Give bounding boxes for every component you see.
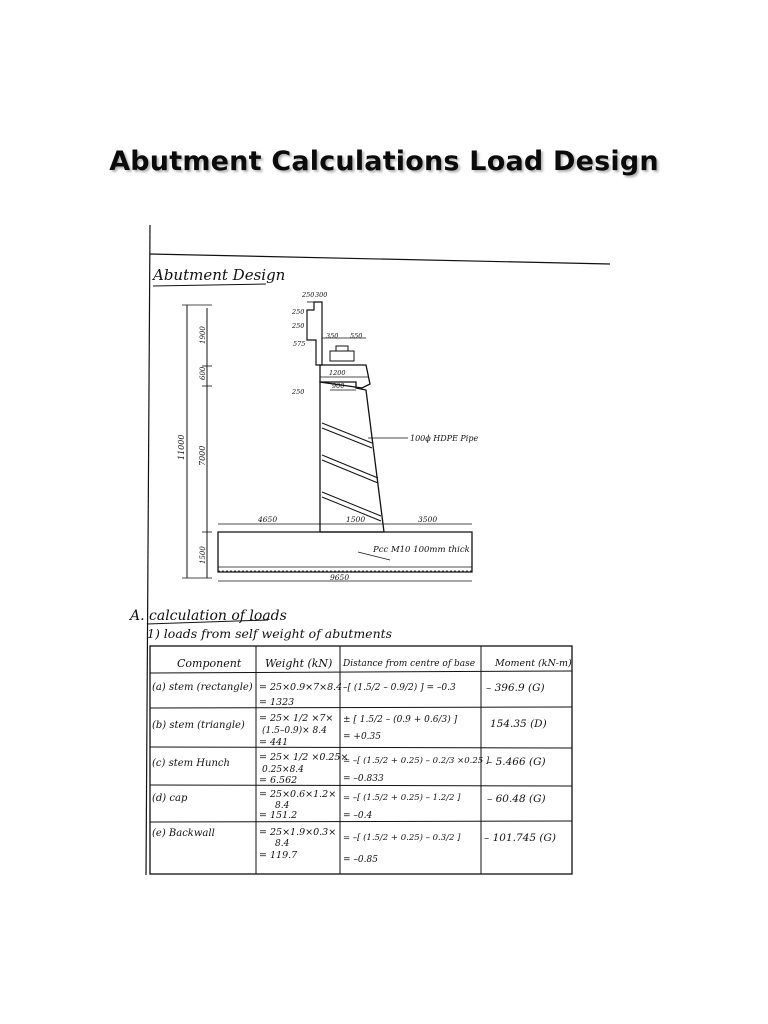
table-header-moment: Moment (kN-m) (495, 658, 572, 669)
abutment-drawing (177, 291, 478, 582)
table-row-e-distance-1: = –[ (1.5/2 + 0.25) – 0.3/2 ] (343, 833, 461, 843)
table-row-a-component: (a) stem (rectangle) (152, 682, 253, 693)
table-row-e-weight-3: = 119.7 (259, 850, 298, 861)
dim-250-top: 250 (302, 291, 315, 299)
table-row-a-weight-2: = 1323 (259, 697, 295, 708)
sub-heading-1: 1) loads from self weight of abutments (147, 626, 393, 641)
backwall (307, 302, 322, 365)
table-row-c-component: (c) stem Hunch (152, 758, 230, 769)
table-row-b-component: (b) stem (triangle) (152, 720, 245, 731)
dim-600: 600 (199, 366, 207, 380)
bearing (330, 351, 354, 361)
dim-300-top: 300 (315, 291, 328, 299)
page-title: Abutment Calculations Load Design (109, 146, 659, 177)
table-header-component: Component (177, 657, 242, 670)
table-row-d-moment: – 60.48 (G) (487, 793, 546, 805)
table-row-b-distance-2: = +0.35 (343, 732, 381, 742)
note-pcc: Pcc M10 100mm thick (373, 545, 470, 555)
table-header-weight: Weight (kN) (265, 657, 333, 670)
dim-575: 575 (293, 340, 306, 348)
dim-1900: 1900 (199, 326, 207, 344)
dim-250-v2: 250 (292, 322, 305, 330)
dim-9650: 9650 (330, 573, 350, 582)
heading-underline (153, 284, 266, 286)
table-row-a-moment: – 396.9 (G) (486, 682, 545, 694)
table-row-d-distance-1: = –[ (1.5/2 + 0.25) – 1.2/2 ] (343, 793, 461, 803)
dim-7000: 7000 (198, 445, 207, 466)
table-row-d-distance-2: = –0.4 (343, 811, 373, 821)
dim-900: 900 (332, 382, 345, 390)
table-row-a-distance: –[ (1.5/2 – 0.9/2) ] = –0.3 (343, 683, 456, 693)
table-row-a-weight-1: = 25×0.9×7×8.4 (259, 682, 343, 693)
dim-550: 550 (350, 332, 363, 340)
table-row-c-weight-2: 0.25×8.4 (262, 765, 304, 775)
table-row-c-moment: – 5.466 (G) (487, 756, 546, 768)
dim-1500-left: 1500 (199, 546, 207, 564)
table-row-e-weight-1: = 25×1.9×0.3× (259, 827, 337, 838)
pipe (322, 423, 372, 443)
table-row-b-weight-1: = 25× 1/2 ×7× (259, 713, 334, 724)
table-row-b-distance-1: ± [ 1.5/2 – (0.9 + 0.6/3) ] (343, 715, 458, 725)
table-row-b-weight-2: (1.5–0.9)× 8.4 (262, 726, 327, 736)
sheet-heading: Abutment Design (153, 266, 286, 284)
dim-3500: 3500 (418, 515, 438, 524)
dim-250-b: 250 (292, 388, 305, 396)
dim-350: 350 (326, 332, 339, 340)
table-row-b-weight-3: = 441 (259, 737, 289, 748)
dim-250-v: 250 (292, 308, 305, 316)
table-row-d-weight-2: 8.4 (275, 801, 290, 811)
note-pipe: 100ϕ HDPE Pipe (410, 434, 479, 443)
dim-4650: 4650 (258, 515, 278, 524)
table-row-e-weight-2: 8.4 (275, 839, 290, 849)
table-row-d-component: (d) cap (152, 793, 188, 804)
table-row-e-component: (e) Backwall (152, 828, 215, 839)
table-header-distance: Distance from centre of base (343, 659, 476, 669)
dim-1200: 1200 (329, 369, 346, 377)
table-row-e-distance-2: = –0.85 (343, 855, 378, 865)
table-row-c-weight-1: = 25× 1/2 ×0.25× (259, 752, 349, 763)
table-row-b-moment: 154.35 (D) (490, 718, 547, 730)
section-a-label: A. calculation of loads (130, 608, 287, 624)
table-row-e-moment: – 101.745 (G) (484, 832, 556, 844)
table-row-d-weight-3: = 151.2 (259, 810, 298, 821)
table-row-c-weight-3: = 6.562 (259, 775, 298, 786)
table-row-d-weight-1: = 25×0.6×1.2× (259, 789, 337, 800)
dim-11000: 11000 (177, 434, 186, 460)
top-rule (150, 254, 610, 264)
table-row-c-distance-2: = –0.833 (343, 774, 384, 784)
dim-1500: 1500 (346, 515, 366, 524)
table-row-c-distance-1: = –[ (1.5/2 + 0.25) – 0.2/3 ×0.25 ] (343, 756, 490, 766)
